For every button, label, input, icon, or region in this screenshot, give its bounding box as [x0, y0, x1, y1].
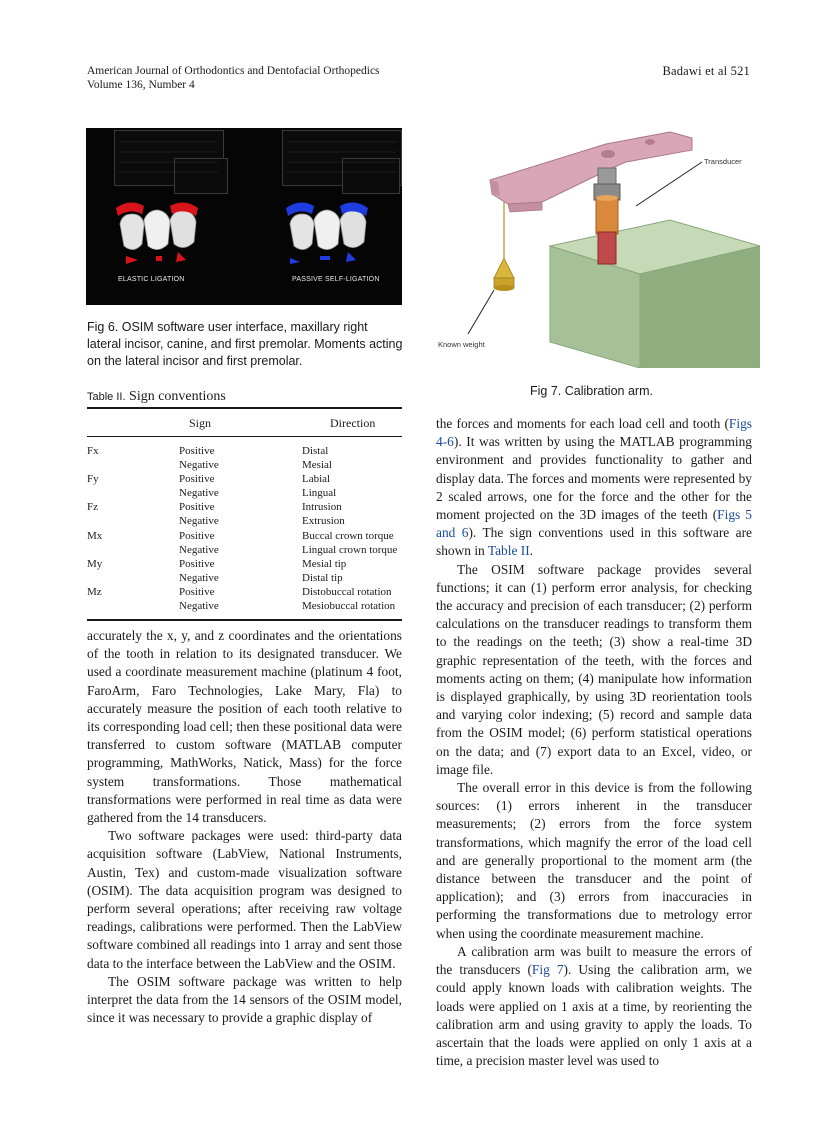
- teeth-right: [290, 210, 366, 250]
- table-bottom-rule: [87, 619, 402, 621]
- table-cell-sign: Negative: [179, 600, 219, 613]
- leader-transducer: [636, 162, 702, 206]
- table-cell-sign: Positive: [179, 529, 215, 542]
- body-text-right-column: [436, 415, 752, 1070]
- table-row: [87, 529, 402, 543]
- text-run: A calibration arm was built to measure the errors of the transducers (: [436, 943, 752, 978]
- table-cell-direction: Mesial: [302, 459, 332, 472]
- known-weight: [494, 258, 514, 291]
- text-run: .: [529, 543, 534, 559]
- table-cell-direction: Mesiobuccal rotation: [302, 600, 396, 613]
- paragraph: The OSIM software package was written to help interpret the data from the 14 sensors of the OSIM model, since it was necessary to provide a graphic display of: [87, 973, 402, 1026]
- table-cell-sign: Positive: [179, 585, 215, 598]
- table-cell-direction: Extrusion: [302, 515, 345, 528]
- text-run: ). It was written by using the MATLAB programming environment and provides functionality to gather and display data. The forces and moments were represented by 2 scaled arrows, one for the force and the other for the moment projected on the 3D images of the teeth (: [436, 434, 752, 523]
- table-number: Table II.: [87, 391, 126, 403]
- figure-6-caption: Fig 6. OSIM software user interface, maxillary right lateral incisor, canine, and first premolar. Moments acting on the lateral incisor and first premolar.: [87, 320, 403, 368]
- sign-conventions-table: [87, 407, 402, 621]
- table-cell-direction: Distal tip: [302, 571, 343, 584]
- figure-7-calibration-arm: [430, 128, 760, 368]
- table-cell-sign: Negative: [179, 543, 219, 556]
- figure-reference-link[interactable]: Figs 5 and 6: [436, 507, 752, 541]
- table-cell-axis: Mx: [87, 529, 103, 542]
- table-cell-sign: Positive: [179, 473, 215, 486]
- paragraph: [436, 943, 752, 1070]
- table-row: [87, 514, 402, 528]
- table-header-sign: Sign: [189, 416, 212, 430]
- table-cell-axis: Fz: [87, 501, 98, 514]
- table-cell-sign: Positive: [179, 445, 215, 457]
- paragraph: The overall error in this device is from the following sources: (1) errors inherent in the transducer measurements; (2) errors from the force system transformations, which magnify the error of the load cell and are generally proportional to the moment arm (the distance between the transducer and the point of application); and (3) errors from inaccuracies in performing the transformations due to metrology error when using the coordinate measurement machine.: [436, 780, 752, 941]
- table-row: [87, 557, 402, 571]
- table-row: [87, 585, 402, 599]
- text-run: ). The sign conventions used in this software are shown in: [436, 525, 752, 559]
- paragraph: The OSIM software package provides several functions; it can (1) perform error analysis, for checking the accuracy and precision of each transducer; (2) perform calculations on the transducer readings to transform them to the readings on the teeth; (3) show a real-time 3D graphic representation of the teeth, with the forces and moments acting on them; (4) manipulate how information is displayed graphically, by using 3D reorientation tools and varying color indexing; (5) record and sample data from the OSIM model; (6) perform statistical operations on the data; and (7) export data to an Excel, video, or image file.: [436, 561, 752, 777]
- table-row: [87, 571, 402, 585]
- table-caption: Sign conventions: [129, 389, 226, 404]
- running-header-author-page: Badawi et al 521: [662, 64, 750, 78]
- table-title: [87, 389, 226, 405]
- table-row: [87, 486, 402, 500]
- table-cell-sign: Negative: [179, 571, 219, 584]
- table-cell-sign: Negative: [179, 459, 219, 472]
- journal-volume: Volume 136, Number 4: [87, 79, 195, 91]
- journal-title: American Journal of Orthodontics and Dentofacial Orthopedics: [87, 65, 380, 77]
- figure-6-osim-interface: [86, 128, 402, 305]
- label-known-weight: Known weight: [438, 340, 485, 349]
- table-cell-sign: Positive: [179, 557, 215, 570]
- leader-known-weight: [468, 290, 494, 334]
- table-cell-sign: Negative: [179, 487, 219, 500]
- table-row: [87, 599, 402, 613]
- table-header-row: [87, 409, 402, 436]
- table-row: [87, 458, 402, 472]
- paragraph: [436, 415, 752, 561]
- figure-7-caption: Fig 7. Calibration arm.: [530, 384, 653, 398]
- table-row: [87, 472, 402, 486]
- table-cell-direction: Intrusion: [302, 501, 342, 514]
- label-transducer: Transducer: [704, 157, 742, 166]
- table-cell-axis: Fx: [87, 445, 99, 457]
- table-cell-sign: Negative: [179, 515, 219, 528]
- table-body: [87, 437, 402, 619]
- running-header-journal: [87, 64, 380, 92]
- table-row: [87, 543, 402, 557]
- table-cell-sign: Positive: [179, 501, 215, 514]
- transducer: [594, 168, 620, 264]
- table-row: [87, 500, 402, 514]
- text-run: ). Using the calibration arm, we could apply known loads with calibration weights. The loads were applied on 1 axis at a time, by reorienting the calibration arm and using gravity to apply the loads. To ascertain that the loads were applied on only 1 axis at a time, a precision master level was used to: [436, 962, 752, 1069]
- table-cell-axis: My: [87, 557, 103, 570]
- table-cell-direction: Lingual: [302, 487, 337, 500]
- label-passive-self-ligation: PASSIVE SELF-LIGATION: [292, 276, 380, 283]
- table-cell-direction: Lingual crown torque: [302, 543, 398, 556]
- body-text-left-column: [87, 627, 402, 1027]
- table-cell-direction: Distobuccal rotation: [302, 585, 392, 598]
- teeth-left: [120, 210, 196, 250]
- table-cell-direction: Buccal crown torque: [302, 529, 394, 542]
- mounting-block: [550, 220, 760, 368]
- table-reference-link[interactable]: Table II: [487, 543, 530, 559]
- table-cell-direction: Distal: [302, 445, 329, 457]
- text-run: the forces and moments for each load cell and tooth (: [436, 416, 729, 431]
- figure-reference-link[interactable]: Fig 7: [531, 962, 564, 978]
- table-cell-direction: Mesial tip: [302, 557, 347, 570]
- table-cell-axis: Fy: [87, 473, 99, 486]
- table-row: [87, 444, 402, 458]
- figure-reference-link[interactable]: Figs 4-6: [436, 416, 752, 450]
- calibration-arm: [490, 132, 692, 212]
- table-cell-axis: Mz: [87, 585, 102, 598]
- table-cell-direction: Labial: [302, 473, 331, 486]
- table-header-direction: Direction: [330, 416, 376, 430]
- paragraph: accurately the x, y, and z coordinates and the orientations of the tooth in relation to its designated transducer. We used a coordinate measurement machine (platinum 4 foot, FaroArm, Faro Technologies, Lake Mary, Fla) to accurately measure the position of each tooth relative to its corresponding load cell; then these positional data were transferred to custom software (MATLAB computer programming, MathWorks, Natick, Mass) for the force system transformations. Those mathematical transformations were performed in real time as data were gathered from the 14 transducers.: [87, 628, 402, 826]
- paragraph: Two software packages were used: third-party data acquisition software (LabView, National Instruments, Austin, Tex) and custom-made visualization software (OSIM). The data acquisition program was designed to perform several operations; after receiving raw voltage readings, calibrations were performed. Then the LabView software combined all readings into 1 array and sent those data to the interface between the LabView and the OSIM.: [87, 828, 402, 971]
- label-elastic-ligation: ELASTIC LIGATION: [118, 276, 185, 283]
